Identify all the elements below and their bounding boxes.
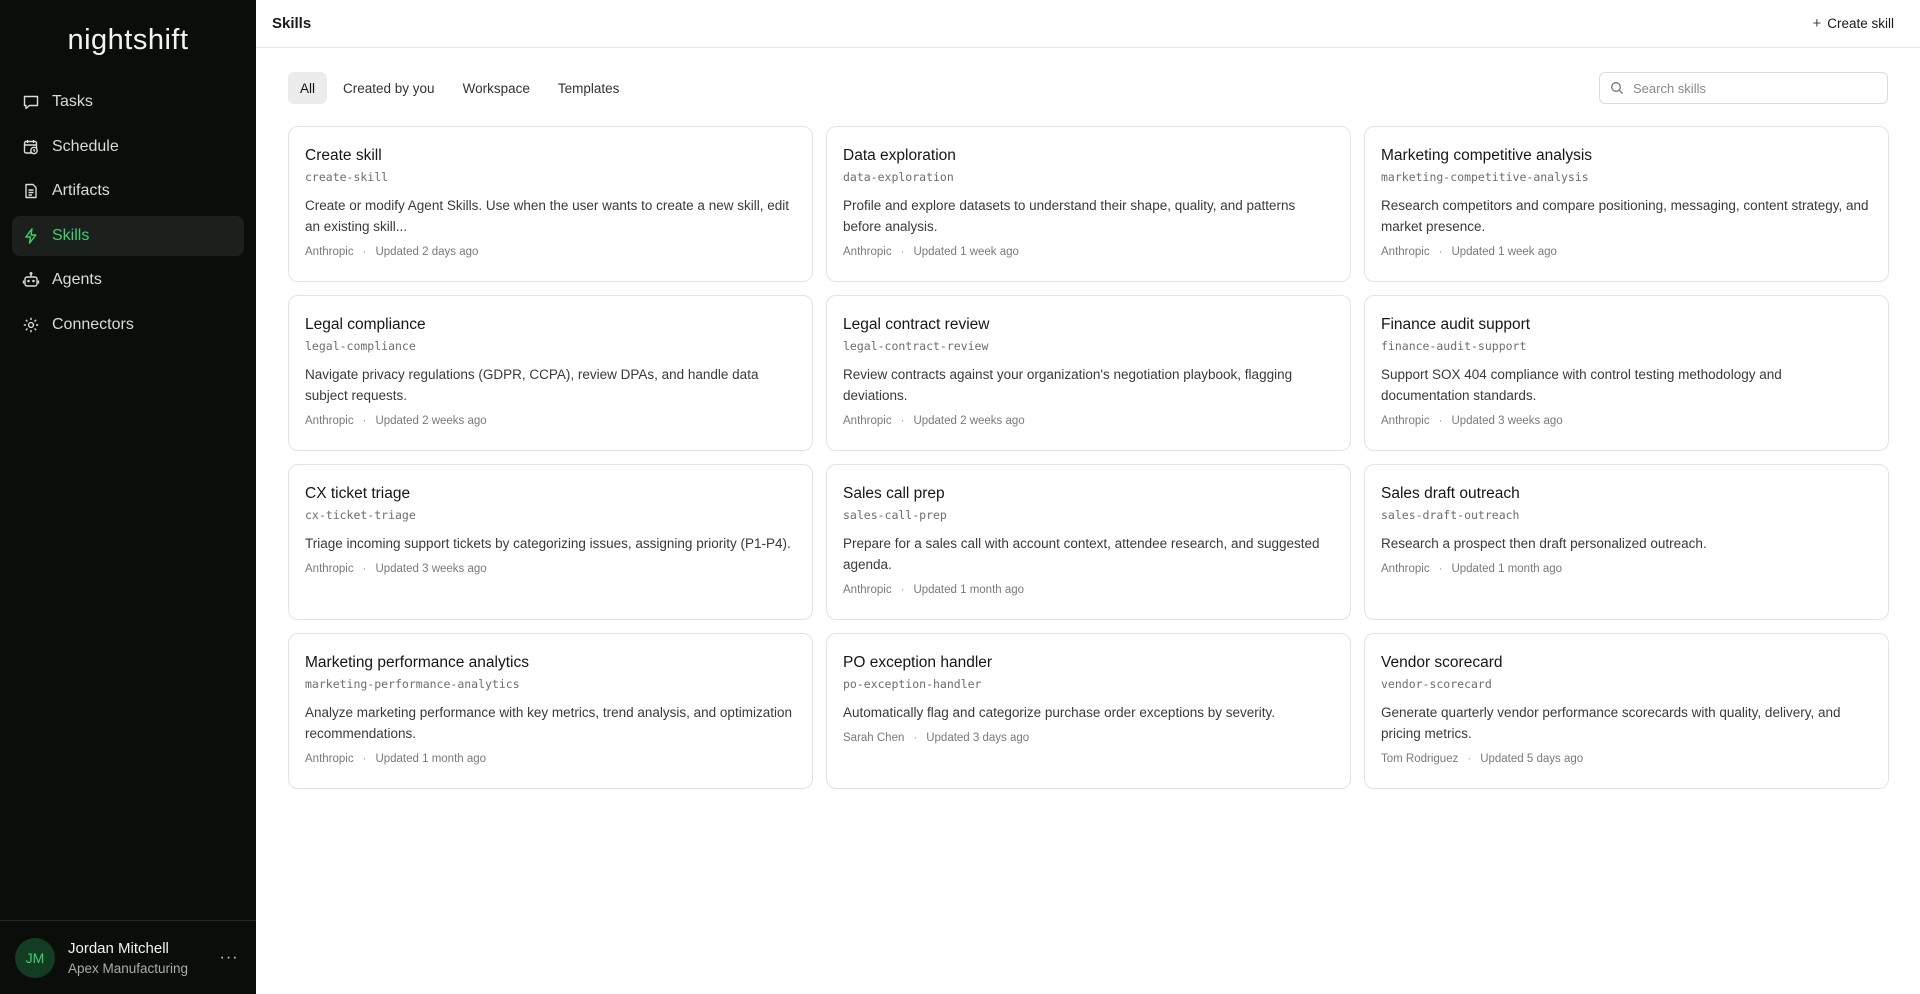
skill-updated: Updated 1 month ago xyxy=(375,753,487,765)
skill-updated: Updated 2 weeks ago xyxy=(913,415,1025,427)
sidebar-item-label: Artifacts xyxy=(52,182,110,199)
skill-slug: finance-audit-support xyxy=(1381,339,1527,353)
skill-slug: marketing-competitive-analysis xyxy=(1381,170,1589,184)
skill-card-data-exploration[interactable] xyxy=(826,126,1351,282)
skill-author: Anthropic xyxy=(843,415,892,427)
skill-slug: marketing-performance-analytics xyxy=(305,677,520,691)
skill-slug: vendor-scorecard xyxy=(1381,677,1492,691)
separator-dot: · xyxy=(1438,563,1443,575)
skill-title: Data exploration xyxy=(843,147,956,164)
skill-description: Navigate privacy regulations (GDPR, CCPA), review DPAs, and handle data subject requests. xyxy=(305,367,759,403)
skill-meta xyxy=(843,415,1334,427)
skill-description: Research a prospect then draft personalized outreach. xyxy=(1381,536,1707,551)
create-skill-button[interactable] xyxy=(1812,15,1894,32)
sidebar-item-label: Agents xyxy=(52,271,102,288)
skill-meta xyxy=(843,246,1334,258)
skill-meta xyxy=(1381,415,1872,427)
skills-grid xyxy=(256,104,1920,789)
skill-author: Anthropic xyxy=(843,246,892,258)
user-info xyxy=(68,940,217,976)
skill-updated: Updated 2 weeks ago xyxy=(375,415,487,427)
more-options-button[interactable]: ··· xyxy=(219,948,239,966)
skill-meta xyxy=(1381,563,1872,575)
skill-updated: Updated 2 days ago xyxy=(375,246,479,258)
separator-dot: · xyxy=(900,415,905,427)
skill-title: Marketing competitive analysis xyxy=(1381,147,1593,164)
skill-description: Analyze marketing performance with key metrics, trend analysis, and optimization recommendations. xyxy=(305,705,792,741)
filter-tabs xyxy=(288,72,635,104)
sidebar xyxy=(0,0,256,994)
top-bar xyxy=(256,0,1920,48)
sidebar-item-label: Connectors xyxy=(52,315,134,333)
skill-author: Sarah Chen xyxy=(843,732,905,744)
skill-meta xyxy=(1381,753,1872,765)
skill-card-vendor-scorecard[interactable] xyxy=(1364,633,1889,789)
avatar: JM xyxy=(15,938,55,978)
skill-author: Anthropic xyxy=(1381,415,1430,427)
skill-slug: sales-call-prep xyxy=(843,508,947,522)
skill-meta xyxy=(305,246,796,258)
search-input[interactable] xyxy=(1633,81,1873,96)
skill-updated: Updated 1 week ago xyxy=(1451,246,1557,258)
skill-author: Anthropic xyxy=(305,415,354,427)
skill-meta xyxy=(843,732,1334,744)
skill-updated: Updated 1 month ago xyxy=(913,584,1025,596)
skill-author: Anthropic xyxy=(1381,246,1430,258)
sidebar-item-skills[interactable] xyxy=(12,216,244,256)
skill-card-create-skill[interactable] xyxy=(288,126,813,282)
sidebar-item-tasks[interactable] xyxy=(12,82,244,122)
skill-meta xyxy=(305,415,796,427)
skill-updated: Updated 3 weeks ago xyxy=(1451,415,1563,427)
skill-card-sales-draft-outreach[interactable] xyxy=(1364,464,1889,620)
calendar-clock-icon xyxy=(22,138,40,156)
skill-title: Marketing performance analytics xyxy=(305,654,529,671)
skill-updated: Updated 3 days ago xyxy=(926,732,1030,744)
skill-title: Legal compliance xyxy=(305,316,426,333)
skill-meta xyxy=(1381,246,1872,258)
message-icon xyxy=(22,93,40,111)
separator-dot: · xyxy=(900,584,905,596)
skill-slug: po-exception-handler xyxy=(843,677,982,691)
skill-slug: create-skill xyxy=(305,170,389,184)
user-name: Jordan Mitchell xyxy=(68,939,169,957)
skill-card-marketing-performance-analytics[interactable] xyxy=(288,633,813,789)
tab-created-by-you[interactable]: Created by you xyxy=(343,80,435,96)
separator-dot: · xyxy=(362,415,367,427)
main-content xyxy=(256,0,1920,994)
skill-card-finance-audit-support[interactable] xyxy=(1364,295,1889,451)
sidebar-item-schedule[interactable] xyxy=(12,127,244,167)
skill-card-po-exception-handler[interactable] xyxy=(826,633,1351,789)
skill-title: Create skill xyxy=(305,147,382,164)
gear-icon xyxy=(22,316,40,334)
sidebar-item-label: Schedule xyxy=(52,137,119,155)
skill-card-sales-call-prep[interactable] xyxy=(826,464,1351,620)
skill-description: Prepare for a sales call with account context, attendee research, and suggested agenda. xyxy=(843,536,1320,572)
tab-all[interactable]: All xyxy=(288,72,327,104)
page-title: Skills xyxy=(272,15,312,32)
skill-title: CX ticket triage xyxy=(305,485,411,502)
sidebar-item-artifacts[interactable] xyxy=(12,171,244,211)
sidebar-item-label: Skills xyxy=(52,226,90,244)
skill-author: Tom Rodriguez xyxy=(1381,753,1459,765)
separator-dot: · xyxy=(1438,415,1443,427)
separator-dot: · xyxy=(362,753,367,765)
separator-dot: · xyxy=(1438,246,1443,258)
skill-title: Finance audit support xyxy=(1381,316,1531,333)
user-org: Apex Manufacturing xyxy=(68,960,189,976)
skill-author: Anthropic xyxy=(305,753,354,765)
skill-title: Sales call prep xyxy=(843,485,945,502)
skill-updated: Updated 1 week ago xyxy=(913,246,1019,258)
skill-description: Automatically flag and categorize purchase order exceptions by severity. xyxy=(843,705,1275,720)
tab-templates[interactable]: Templates xyxy=(557,80,620,96)
sidebar-item-label: Tasks xyxy=(52,93,93,110)
sidebar-nav xyxy=(0,82,256,349)
separator-dot: · xyxy=(900,246,905,258)
tab-workspace[interactable]: Workspace xyxy=(462,80,530,96)
skill-author: Anthropic xyxy=(305,246,354,258)
skill-meta xyxy=(305,753,796,765)
skill-title: Sales draft outreach xyxy=(1381,485,1520,502)
skill-author: Anthropic xyxy=(1381,563,1430,575)
document-icon xyxy=(22,182,40,200)
skill-description: Profile and explore datasets to understand their shape, quality, and patterns before analysis. xyxy=(843,198,1296,234)
skill-description: Research competitors and compare positioning, messaging, content strategy, and market presence. xyxy=(1381,198,1869,234)
skill-card-marketing-competitive-analysis[interactable] xyxy=(1364,126,1889,282)
plus-icon: + xyxy=(1812,15,1822,32)
skill-card-legal-contract-review[interactable] xyxy=(826,295,1351,451)
skill-updated: Updated 3 weeks ago xyxy=(375,563,487,575)
separator-dot: · xyxy=(362,563,367,575)
user-profile[interactable] xyxy=(0,920,256,994)
skill-description: Create or modify Agent Skills. Use when the user wants to create a new skill, edit an existing skill... xyxy=(305,198,789,234)
lightning-icon xyxy=(22,227,40,245)
skill-slug: cx-ticket-triage xyxy=(305,508,416,522)
sidebar-item-connectors[interactable] xyxy=(12,305,244,345)
search-box[interactable] xyxy=(1599,72,1888,104)
robot-icon xyxy=(22,271,40,289)
skill-author: Anthropic xyxy=(305,563,354,575)
skill-description: Generate quarterly vendor performance scorecards with quality, delivery, and pricing metrics. xyxy=(1381,705,1841,741)
skill-slug: data-exploration xyxy=(843,170,954,184)
sidebar-item-agents[interactable] xyxy=(12,260,244,300)
filter-bar xyxy=(256,48,1920,104)
skill-meta xyxy=(843,584,1334,596)
skill-description: Review contracts against your organization's negotiation playbook, flagging deviations. xyxy=(843,367,1293,403)
skill-description: Triage incoming support tickets by categorizing issues, assigning priority (P1-P4). xyxy=(305,536,791,551)
separator-dot: · xyxy=(913,732,918,744)
create-skill-label: Create skill xyxy=(1827,16,1894,31)
skill-card-legal-compliance[interactable] xyxy=(288,295,813,451)
skill-slug: legal-contract-review xyxy=(843,339,989,353)
skill-card-cx-ticket-triage[interactable] xyxy=(288,464,813,620)
skill-updated: Updated 5 days ago xyxy=(1480,753,1584,765)
skill-updated: Updated 1 month ago xyxy=(1451,563,1563,575)
skill-title: Vendor scorecard xyxy=(1381,654,1503,671)
skill-meta xyxy=(305,563,796,575)
separator-dot: · xyxy=(1467,753,1472,765)
search-icon xyxy=(1610,81,1624,95)
skill-slug: sales-draft-outreach xyxy=(1381,508,1520,522)
skill-title: Legal contract review xyxy=(843,316,990,333)
skill-slug: legal-compliance xyxy=(305,339,416,353)
skill-title: PO exception handler xyxy=(843,654,993,671)
skill-description: Support SOX 404 compliance with control testing methodology and documentation standards. xyxy=(1381,367,1782,403)
app-logo[interactable]: nightshift xyxy=(67,23,189,56)
separator-dot: · xyxy=(362,246,367,258)
skill-author: Anthropic xyxy=(843,584,892,596)
